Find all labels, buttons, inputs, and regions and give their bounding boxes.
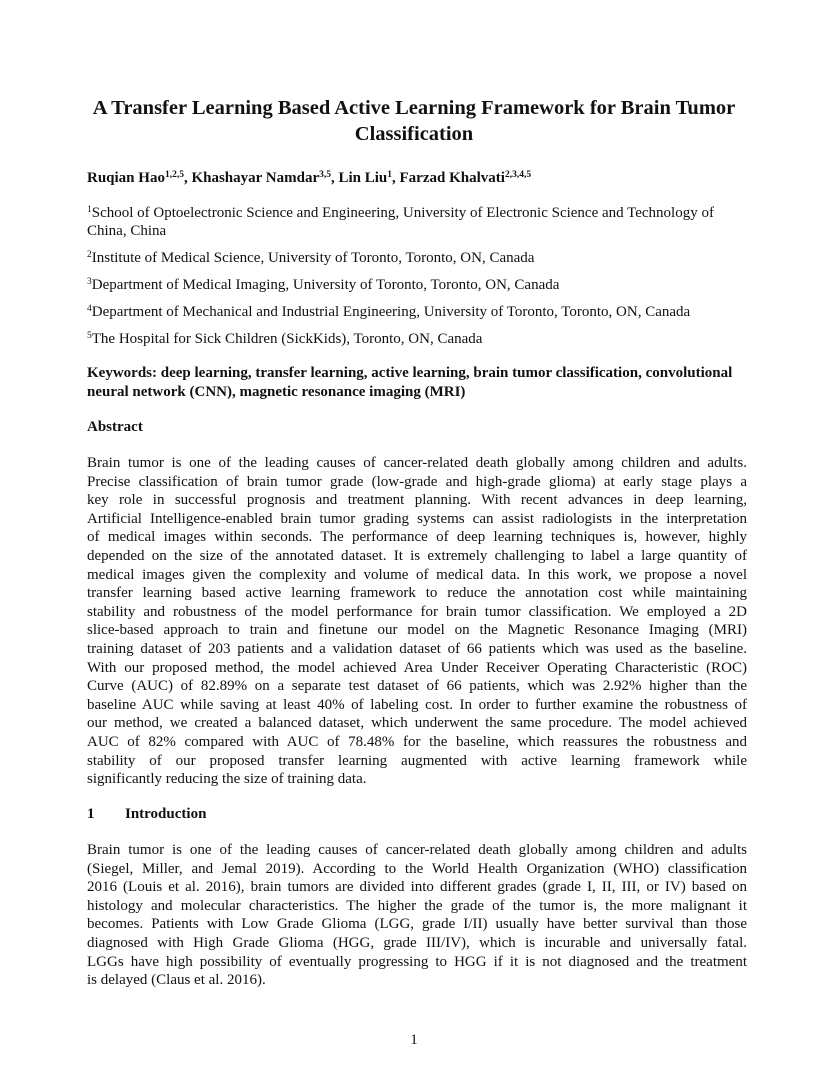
abstract-line: transfer learning based active learning framework to reduce the annotation cost while maintaining [87, 585, 747, 602]
abstract-line: Brain tumor is one of the leading causes of cancer-related death globally among children and adults. [87, 455, 747, 471]
abstract-line: Curve (AUC) of 82.89% on a separate test dataset of 66 patients, which was 2.92% higher than the [87, 678, 747, 695]
affiliation-text: Department of Medical Imaging, University of Toronto, Toronto, ON, Canada [91, 277, 560, 293]
section-heading [87, 805, 206, 824]
author: Ruqian Hao [87, 170, 165, 186]
affiliation [87, 249, 747, 267]
affiliation-text: The Hospital for Sick Children (SickKids), Toronto, ON, Canada [91, 331, 483, 347]
intro-line: becomes. Patients with Low Grade Glioma (LGG, grade I/II) usually have better survival than those [87, 916, 747, 933]
page-number: 1 [410, 1032, 418, 1048]
abstract-line: of medical images within seconds. The performance of deep learning techniques is, however, highly [87, 529, 747, 546]
author: Khashayar Namdar [191, 170, 320, 186]
abstract-line: baseline AUC while saving at least 40% of labeling cost. In order to further examine the robustness of [87, 696, 747, 713]
keywords: Keywords: deep learning, transfer learning, active learning, brain tumor classification, convolutional neural network (CNN), magnetic resonance imaging (MRI) [87, 365, 733, 400]
abstract-heading: Abstract [87, 419, 143, 435]
abstract-line: our method, we created a balanced dataset, which underwent the same procedure. The model achieved [87, 715, 747, 732]
author: Farzad Khalvati [399, 170, 505, 186]
affiliation-text: School of Optoelectronic Science and Engineering, University of Electronic Science and Technology of China, China [87, 205, 714, 239]
abstract-line: Artificial Intelligence-enabled brain tumor grading systems can assist radiologists in the interpretation [87, 510, 747, 527]
abstract-line: medical images given the complexity and volume of medical data. In this work, we propose a novel [87, 566, 747, 583]
abstract-line: AUC of 82% compared with AUC of 78.48% for the baseline, which reassures the robustness and [87, 733, 747, 750]
affiliation-mark: 1 [87, 205, 92, 215]
affiliation-mark: 5 [87, 331, 92, 341]
intro-line: 2016 (Louis et al. 2016), brain tumors are divided into different grades (grade I, II, III, or IV) based on [87, 879, 747, 896]
abstract-line: slice-based approach to train and finetune our model on the Magnetic Resonance Imaging (MRI) [87, 622, 747, 639]
author-separator: , [330, 170, 339, 186]
intro-line: histology and molecular characteristics. The higher the grade of the tumor is, the more malignant it [87, 897, 747, 914]
abstract-line: stability and robustness of the model performance for brain tumor classification. We employed a 2D [87, 603, 747, 620]
affiliation-mark: 4 [87, 304, 92, 314]
affiliation [87, 276, 747, 294]
abstract-line: significantly reducing the size of training data. [87, 771, 367, 788]
intro-line: is delayed (Claus et al. 2016). [87, 972, 266, 989]
affiliation [87, 204, 747, 240]
author-affiliation-marks: 2,3,4,5 [504, 170, 532, 180]
abstract-body [87, 454, 747, 789]
abstract-line: training dataset of 203 patients and a validation dataset of 66 patients which was used as the baseline. [87, 640, 747, 657]
author-separator: , [183, 170, 192, 186]
affiliation [87, 330, 747, 348]
intro-line: Brain tumor is one of the leading causes of cancer-related death globally among children and adults [87, 842, 747, 858]
author-affiliation-marks: 1 [387, 170, 393, 180]
intro-line: LGGs have high possibility of eventually progressing to HGG if it is not diagnosed and the treatment [87, 953, 747, 970]
paper-title: A Transfer Learning Based Active Learning Framework for Brain Tumor Classification [92, 97, 736, 145]
introduction-body [87, 841, 747, 990]
affiliation-text: Department of Mechanical and Industrial Engineering, University of Toronto, Toronto, ON, Canada [91, 304, 691, 320]
intro-line: (Siegel, Miller, and Jemal 2019). According to the World Health Organization (WHO) classification [87, 860, 747, 877]
affiliation-text: Institute of Medical Science, University of Toronto, Toronto, ON, Canada [91, 250, 535, 266]
abstract-line: Precise classification of brain tumor grade (low-grade and high-grade glioma) at early stage plays a [87, 473, 747, 490]
section-title: Introduction [125, 806, 207, 822]
author: Lin Liu [338, 170, 388, 186]
author-affiliation-marks: 3,5 [319, 170, 331, 180]
abstract-line: depended on the size of the annotated dataset. It is extremely challenging to label a large quantity of [87, 547, 747, 564]
section-number: 1 [87, 806, 95, 822]
intro-line: diagnosed with High Grade Glioma (HGG, grade III/IV), which is incurable and universally fatal. [87, 934, 747, 951]
abstract-line: With our proposed method, the model achieved Area Under Receiver Operating Characteristic (ROC) [87, 659, 747, 676]
abstract-line: key role in successful prognosis and treatment planning. With recent advances in deep learning, [87, 492, 747, 509]
affiliation-mark: 3 [87, 277, 92, 287]
author-list [87, 168, 531, 188]
abstract-line: stability of our proposed transfer learning augmented with active learning framework while [87, 752, 747, 769]
affiliation-mark: 2 [87, 250, 92, 260]
author-separator: , [392, 170, 400, 186]
affiliation [87, 303, 747, 321]
author-affiliation-marks: 1,2,5 [164, 170, 184, 180]
